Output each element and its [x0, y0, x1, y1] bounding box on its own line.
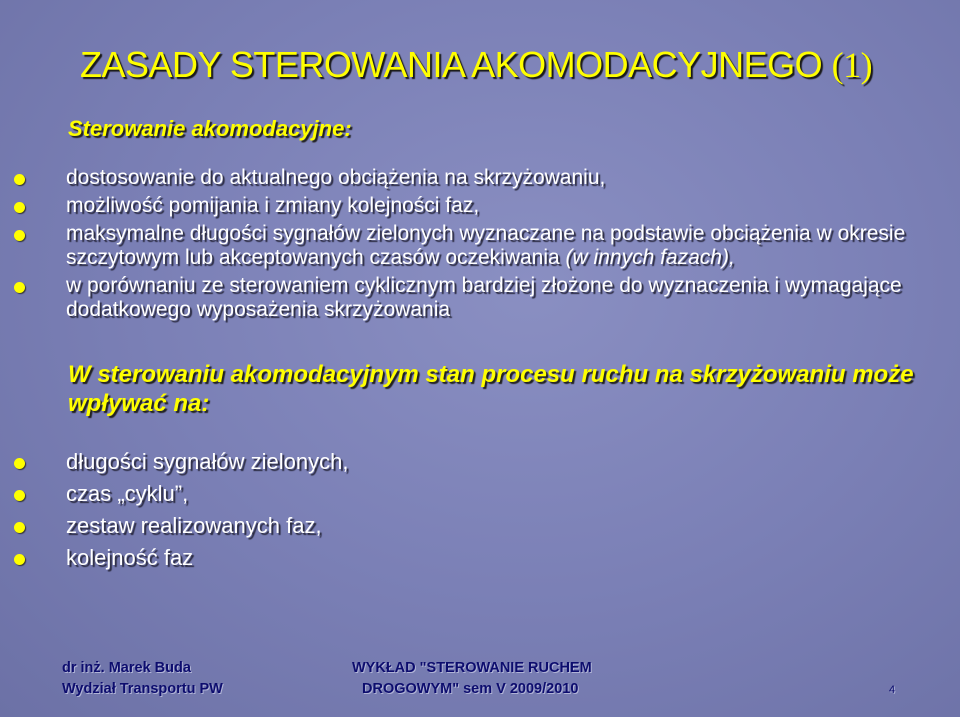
section2-list [66, 450, 946, 578]
list-item [66, 514, 946, 538]
list-item-text: dostosowanie do aktualnego obciążenia na skrzyżowaniu, [66, 166, 606, 189]
bullet-icon [14, 174, 25, 185]
bullet-icon [14, 522, 25, 533]
footer-lecture-line1: WYKŁAD "STEROWANIE RUCHEM [352, 660, 592, 676]
footer-lecture-line2: DROGOWYM" sem V 2009/2010 [362, 681, 579, 697]
list-item [66, 222, 946, 270]
slide-title-main: ZASADY STEROWANIA AKOMODACYJNEGO [80, 44, 823, 85]
section1-list [66, 166, 946, 326]
footer-author: dr inż. Marek Buda [62, 660, 191, 676]
list-item [66, 546, 946, 570]
list-item [66, 194, 946, 218]
bullet-icon [14, 230, 25, 241]
section2-heading: W sterowaniu akomodacyjnym stan procesu ruchu na skrzyżowaniu może wpływać na: [68, 361, 914, 417]
list-item-text: zestaw realizowanych faz, [66, 513, 322, 538]
bullet-icon [14, 282, 25, 293]
bullet-icon [14, 202, 25, 213]
list-item-text: możliwość pomijania i zmiany kolejności faz, [66, 194, 480, 217]
footer-faculty: Wydział Transportu PW [62, 681, 223, 697]
list-item-text: maksymalne długości sygnałów zielonych wyznaczane na podstawie obciążenia w okresie szczytowym lub akceptowanych czasów oczekiwania [66, 222, 906, 269]
list-item [66, 482, 946, 506]
slide-title-number: (1) [831, 45, 873, 85]
list-item-text: czas „cyklu”, [66, 481, 189, 506]
list-item-italic-text: (w innych fazach), [565, 246, 735, 269]
page-number: 4 [889, 684, 896, 696]
list-item-text: w porównaniu ze sterowaniem cyklicznym bardziej złożone do wyznaczenia i wymagające dodatkowego wyposażenia skrzyżowania [66, 274, 902, 321]
bullet-icon [14, 458, 25, 469]
list-item [66, 274, 946, 322]
bullet-icon [14, 554, 25, 565]
list-item-text: kolejność faz [66, 545, 194, 570]
list-item [66, 166, 946, 190]
list-item [66, 450, 946, 474]
slide-title [80, 44, 940, 86]
bullet-icon [14, 490, 25, 501]
section1-heading: Sterowanie akomodacyjne: [68, 116, 352, 141]
list-item-text: długości sygnałów zielonych, [66, 449, 349, 474]
